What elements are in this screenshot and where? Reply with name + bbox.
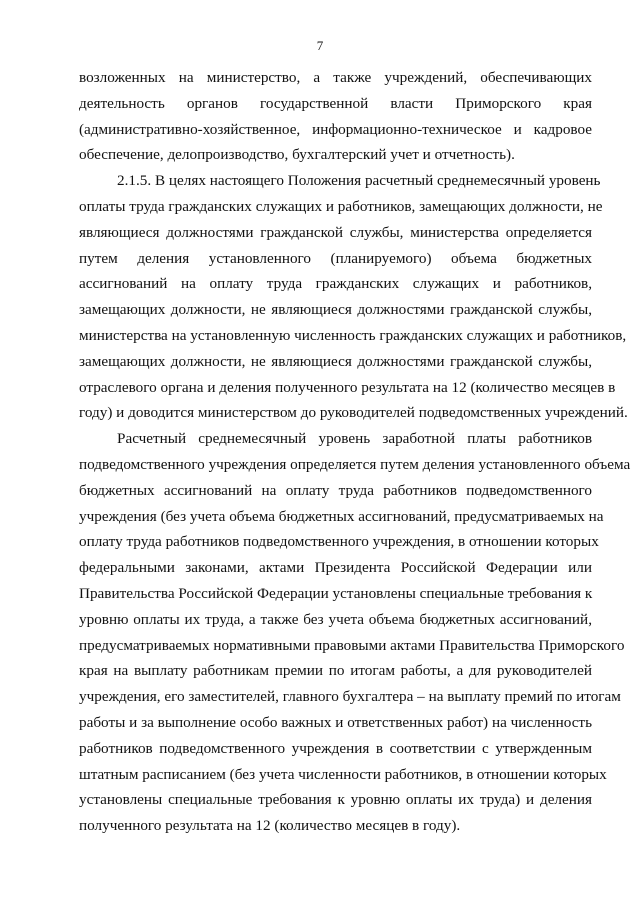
text-line: отраслевого органа и деления полученного результата на 12 (количество месяцев в xyxy=(79,378,616,396)
text-line: году) и доводится министерством до руководителей подведомственных учреждений. xyxy=(79,404,628,422)
text-line: оплаты труда гражданских служащих и работников, замещающих должности, не xyxy=(79,197,603,215)
text-line: работы и за выполнение особо важных и ответственных работ) на численность xyxy=(79,713,592,731)
text-line: (административно-хозяйственное, информационно-техническое и кадровое xyxy=(79,120,592,138)
text-line: уровню оплаты их труда, а также без учета объема бюджетных ассигнований, xyxy=(79,610,592,628)
text-line: 2.1.5. В целях настоящего Положения расчетный среднемесячный уровень xyxy=(117,172,601,190)
paragraph-1 xyxy=(79,65,592,168)
document-body xyxy=(79,65,631,839)
text-line: министерства на установленную численность гражданских служащих и работников, xyxy=(79,326,627,344)
paragraph-3 xyxy=(79,426,631,839)
text-line: работников подведомственного учреждения в соответствии с утвержденным xyxy=(79,739,592,757)
page-number: 7 xyxy=(316,38,324,53)
paragraph-2-1-5 xyxy=(79,168,628,426)
text-line: Правительства Российской Федерации установлены специальные требования к xyxy=(79,584,593,602)
text-line: бюджетных ассигнований на оплату труда работников подведомственного xyxy=(79,481,592,499)
text-line: учреждения, его заместителей, главного бухгалтера – на выплату премий по итогам xyxy=(79,688,621,706)
text-line: деятельность органов государственной власти Приморского края xyxy=(79,94,592,112)
text-line: установлены специальные требования к уровню оплаты их труда) и деления xyxy=(79,791,592,809)
text-line: края на выплату работникам премии по итогам работы, а для руководителей xyxy=(79,662,592,680)
text-line: полученного результата на 12 (количество месяцев в году). xyxy=(79,817,461,835)
text-line: путем деления установленного (планируемого) объема бюджетных xyxy=(79,249,592,267)
text-line: Расчетный среднемесячный уровень заработной платы работников xyxy=(117,430,592,448)
text-line: являющиеся должностями гражданской службы, министерства определяется xyxy=(79,223,592,241)
text-line: возложенных на министерство, а также учреждений, обеспечивающих xyxy=(79,69,592,86)
text-line: оплату труда работников подведомственного учреждения, в отношении которых xyxy=(79,533,599,551)
text-line: обеспечение, делопроизводство, бухгалтерский учет и отчетность). xyxy=(79,146,515,164)
text-line: штатным расписанием (без учета численности работников, в отношении которых xyxy=(79,765,607,783)
text-line: федеральными законами, актами Президента Российской Федерации или xyxy=(79,559,592,577)
text-line: замещающих должности, не являющиеся должностями гражданской службы, xyxy=(79,301,592,319)
text-line: предусматриваемых нормативными правовыми актами Правительства Приморского xyxy=(79,636,625,654)
text-line: ассигнований на оплату труда гражданских служащих и работников, xyxy=(79,275,592,293)
text-line: учреждения (без учета объема бюджетных ассигнований, предусматриваемых на xyxy=(79,507,604,525)
text-line: подведомственного учреждения определяется путем деления установленного объема xyxy=(79,455,631,473)
text-line: замещающих должности, не являющиеся должностями гражданской службы, xyxy=(79,352,592,370)
